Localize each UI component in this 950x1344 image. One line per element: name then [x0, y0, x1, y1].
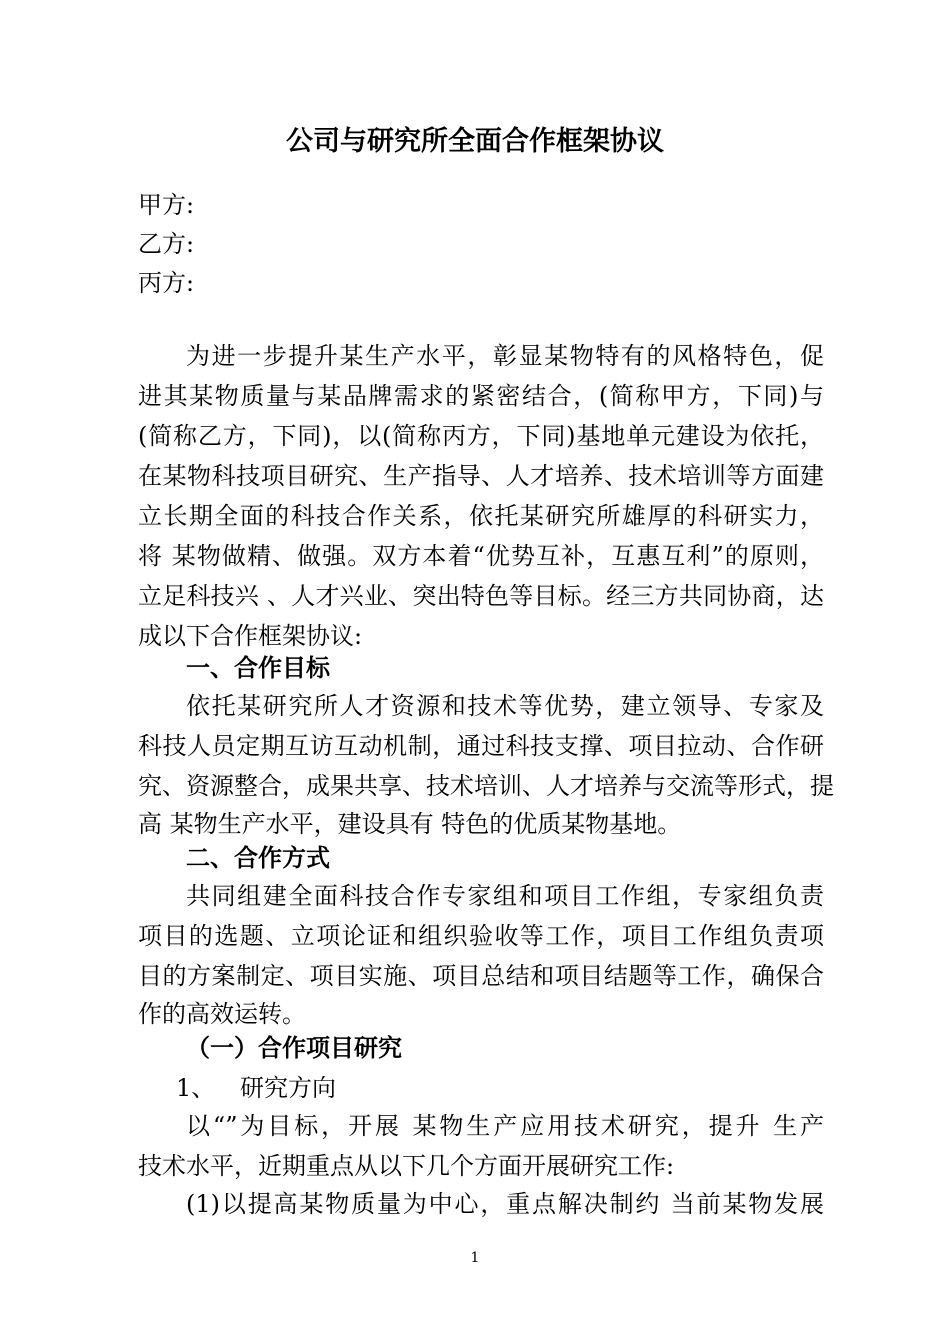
section-heading-goals: 一、合作目标	[186, 653, 330, 682]
intro-line: 在某物科技项目研究、生产指导、人才培养、技术培训等方面建	[138, 462, 824, 490]
party-a-label: 甲方:	[138, 191, 195, 219]
section-heading-methods: 二、合作方式	[186, 843, 330, 872]
section-line: 究、资源整合，成果共享、技术培训、人才培养与交流等形式，提	[138, 772, 834, 800]
section-line: 高 某物生产水平，建设具有 特色的优质某物基地。	[138, 810, 682, 838]
page-number: 1	[470, 1250, 480, 1266]
section-line: 依托某研究所人才资源和技术等优势，建立领导、专家及	[186, 692, 824, 720]
section-line: 作的高效运转。	[138, 1000, 306, 1028]
section-line: 项目的选题、立项论证和组织验收等工作，项目工作组负责项	[138, 922, 824, 950]
intro-line: 进其某物质量与某品牌需求的紧密结合，(简称甲方，下同)与	[138, 382, 824, 410]
section-line: 目的方案制定、项目实施、项目总结和项目结题等工作，确保合	[138, 962, 824, 990]
item-subpoint: (1)以提高某物质量为中心，重点解决制约 当前某物发展	[186, 1190, 824, 1218]
subsection-heading: （一）合作项目研究	[186, 1033, 402, 1062]
intro-line: 为进一步提升某生产水平，彰显某物特有的风格特色，促	[186, 342, 824, 370]
party-c-label: 丙方:	[138, 269, 195, 297]
intro-line: 立足科技兴 、人才兴业、突出特色等目标。经三方共同协商，达	[138, 582, 824, 610]
item-label: 研究方向	[240, 1074, 336, 1102]
intro-line: (简称乙方，下同)，以(简称丙方，下同)基地单元建设为依托，	[138, 422, 824, 450]
intro-line: 成以下合作框架协议:	[138, 622, 363, 650]
intro-line: 立长期全面的科技合作关系，依托某研究所雄厚的科研实力，	[138, 502, 824, 530]
document-title: 公司与研究所全面合作框架协议	[286, 126, 664, 157]
party-b-label: 乙方:	[138, 230, 195, 258]
item-number: 1、	[176, 1074, 216, 1102]
intro-line: 将 某物做精、做强。双方本着“优势互补，互惠互利”的原则，	[138, 542, 824, 570]
item-line: 技术水平，近期重点从以下几个方面开展研究工作:	[138, 1152, 675, 1180]
item-line: 以“”为目标，开展 某物生产应用技术研究，提升 生产	[186, 1112, 824, 1140]
section-line: 共同组建全面科技合作专家组和项目工作组，专家组负责	[186, 882, 824, 910]
section-line: 科技人员定期互访互动机制，通过科技支撑、项目拉动、合作研	[138, 732, 824, 760]
